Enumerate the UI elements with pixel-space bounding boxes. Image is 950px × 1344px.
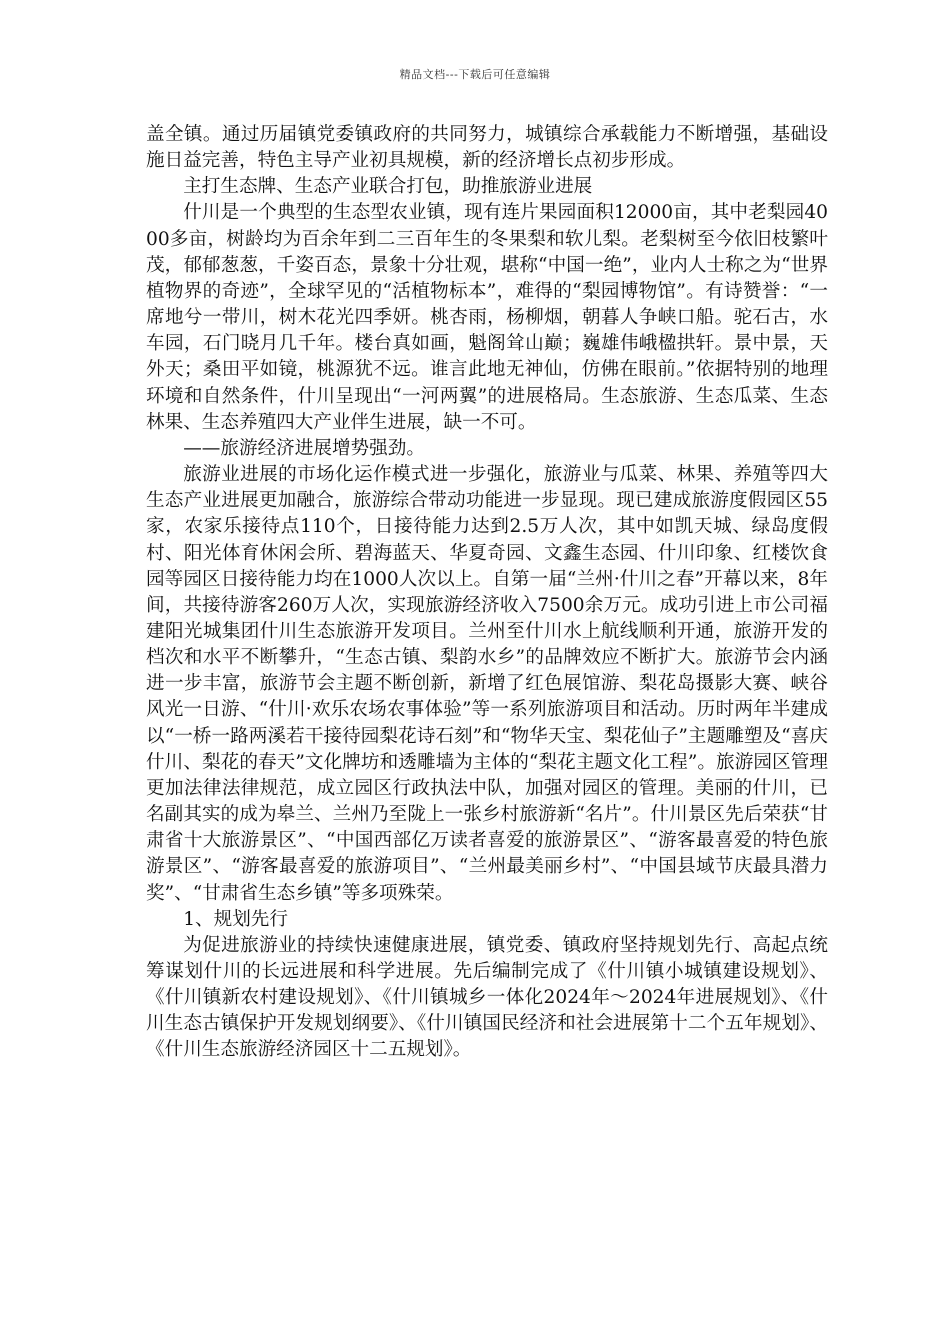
document-body	[146, 122, 828, 1064]
subheading-tourism-growth: ——旅游经济进展增势强劲。	[183, 437, 425, 459]
paragraph-planning: 为促进旅游业的持续快速健康进展，镇党委、镇政府坚持规划先行、高起点统筹谋划什川的长远进展和科学进展。先后编制完成了《什川镇小城镇建设规划》、《什川镇新农村建设规划》、《什川镇城乡一体化2024年～2024年进展规划》、《什川生态古镇保护开发规划纲要》、《什川镇国民经济和社会进展第十二个五年规划》、《什川生态旅游经济园区十二五规划》。	[146, 934, 828, 1061]
paragraph-orchard-description: 什川是一个典型的生态型农业镇，现有连片果园面积12000亩，其中老梨园4000多亩，树龄均为百余年到二三百年生的冬果梨和软儿梨。老梨树至今依旧枝繁叶茂，郁郁葱葱，千姿百态，景象十分壮观，堪称“中国一绝”，业内人士称之为“世界植物界的奇迹”，全球罕见的“活植物标本”，难得的“梨园博物馆”。有诗赞誉：“一席地兮一带川，树木花光四季妍。桃杏雨，杨柳烟，朝暮人争峡口船。驼石古，水车园，石门晓月几千年。楼台真如画，魁阁耸山巅；巍雄伟峨楹拱轩。景中景，天外天；桑田平如镜，桃源犹不远。谁言此地无神仙，仿佛在眼前。”依据特别的地理环境和自然条件，什川呈现出“一河两翼”的进展格局。生态旅游、生态瓜菜、生态林果、生态养殖四大产业伴生进展，缺一不可。	[146, 202, 828, 433]
section-heading-ecology: 主打生态牌、生态产业联合打包，助推旅游业进展	[183, 176, 593, 198]
subheading-planning-first: 1、规划先行	[183, 908, 288, 930]
paragraph-town-summary: 盖全镇。通过历届镇党委镇政府的共同努力，城镇综合承载能力不断增强，基础设施日益完善，特色主导产业初具规模，新的经济增长点初步形成。	[146, 124, 828, 172]
page-header: 精品文档---下载后可任意编辑	[399, 68, 551, 81]
paragraph-tourism-development: 旅游业进展的市场化运作模式进一步强化，旅游业与瓜菜、林果、养殖等四大生态产业进展更加融合，旅游综合带动功能进一步显现。现已建成旅游度假园区55家，农家乐接待点110个，日接待能力达到2.5万人次，其中如凯天城、绿岛度假村、阳光体育休闲会所、碧海蓝天、华夏奇园、文鑫生态园、什川印象、红楼饮食园等园区日接待能力均在1000人次以上。自第一届“兰州·什川之春”开幕以来，8年间，共接待游客260万人次，实现旅游经济收入7500余万元。成功引进上市公司福建阳光城集团什川生态旅游开发项目。兰州至什川水上航线顺利开通，旅游开发的档次和水平不断攀升，“生态古镇、梨韵水乡”的品牌效应不断扩大。旅游节会内涵进一步丰富，旅游节会主题不断创新，新增了红色展馆游、梨花岛摄影大赛、峡谷风光一日游、“什川·欢乐农场农事体验”等一系列旅游项目和活动。历时两年半建成以“一桥一路两溪若干接待园梨花诗石刻”和“物华天宝、梨花仙子”主题雕塑及“喜庆什川、梨花的春天”文化牌坊和透雕墙为主体的“梨花主题文化工程”。旅游园区管理更加法律法律规范，成立园区行政执法中队，加强对园区的管理。美丽的什川，已名副其实的成为皋兰、兰州乃至陇上一张乡村旅游新“名片”。什川景区先后荣获“甘肃省十大旅游景区”、“中国西部亿万读者喜爱的旅游景区”、“游客最喜爱的特色旅游景区”、“游客最喜爱的旅游项目”、“兰州最美丽乡村”、“中国县域节庆最具潜力奖”、“甘肃省生态乡镇”等多项殊荣。	[146, 464, 828, 904]
